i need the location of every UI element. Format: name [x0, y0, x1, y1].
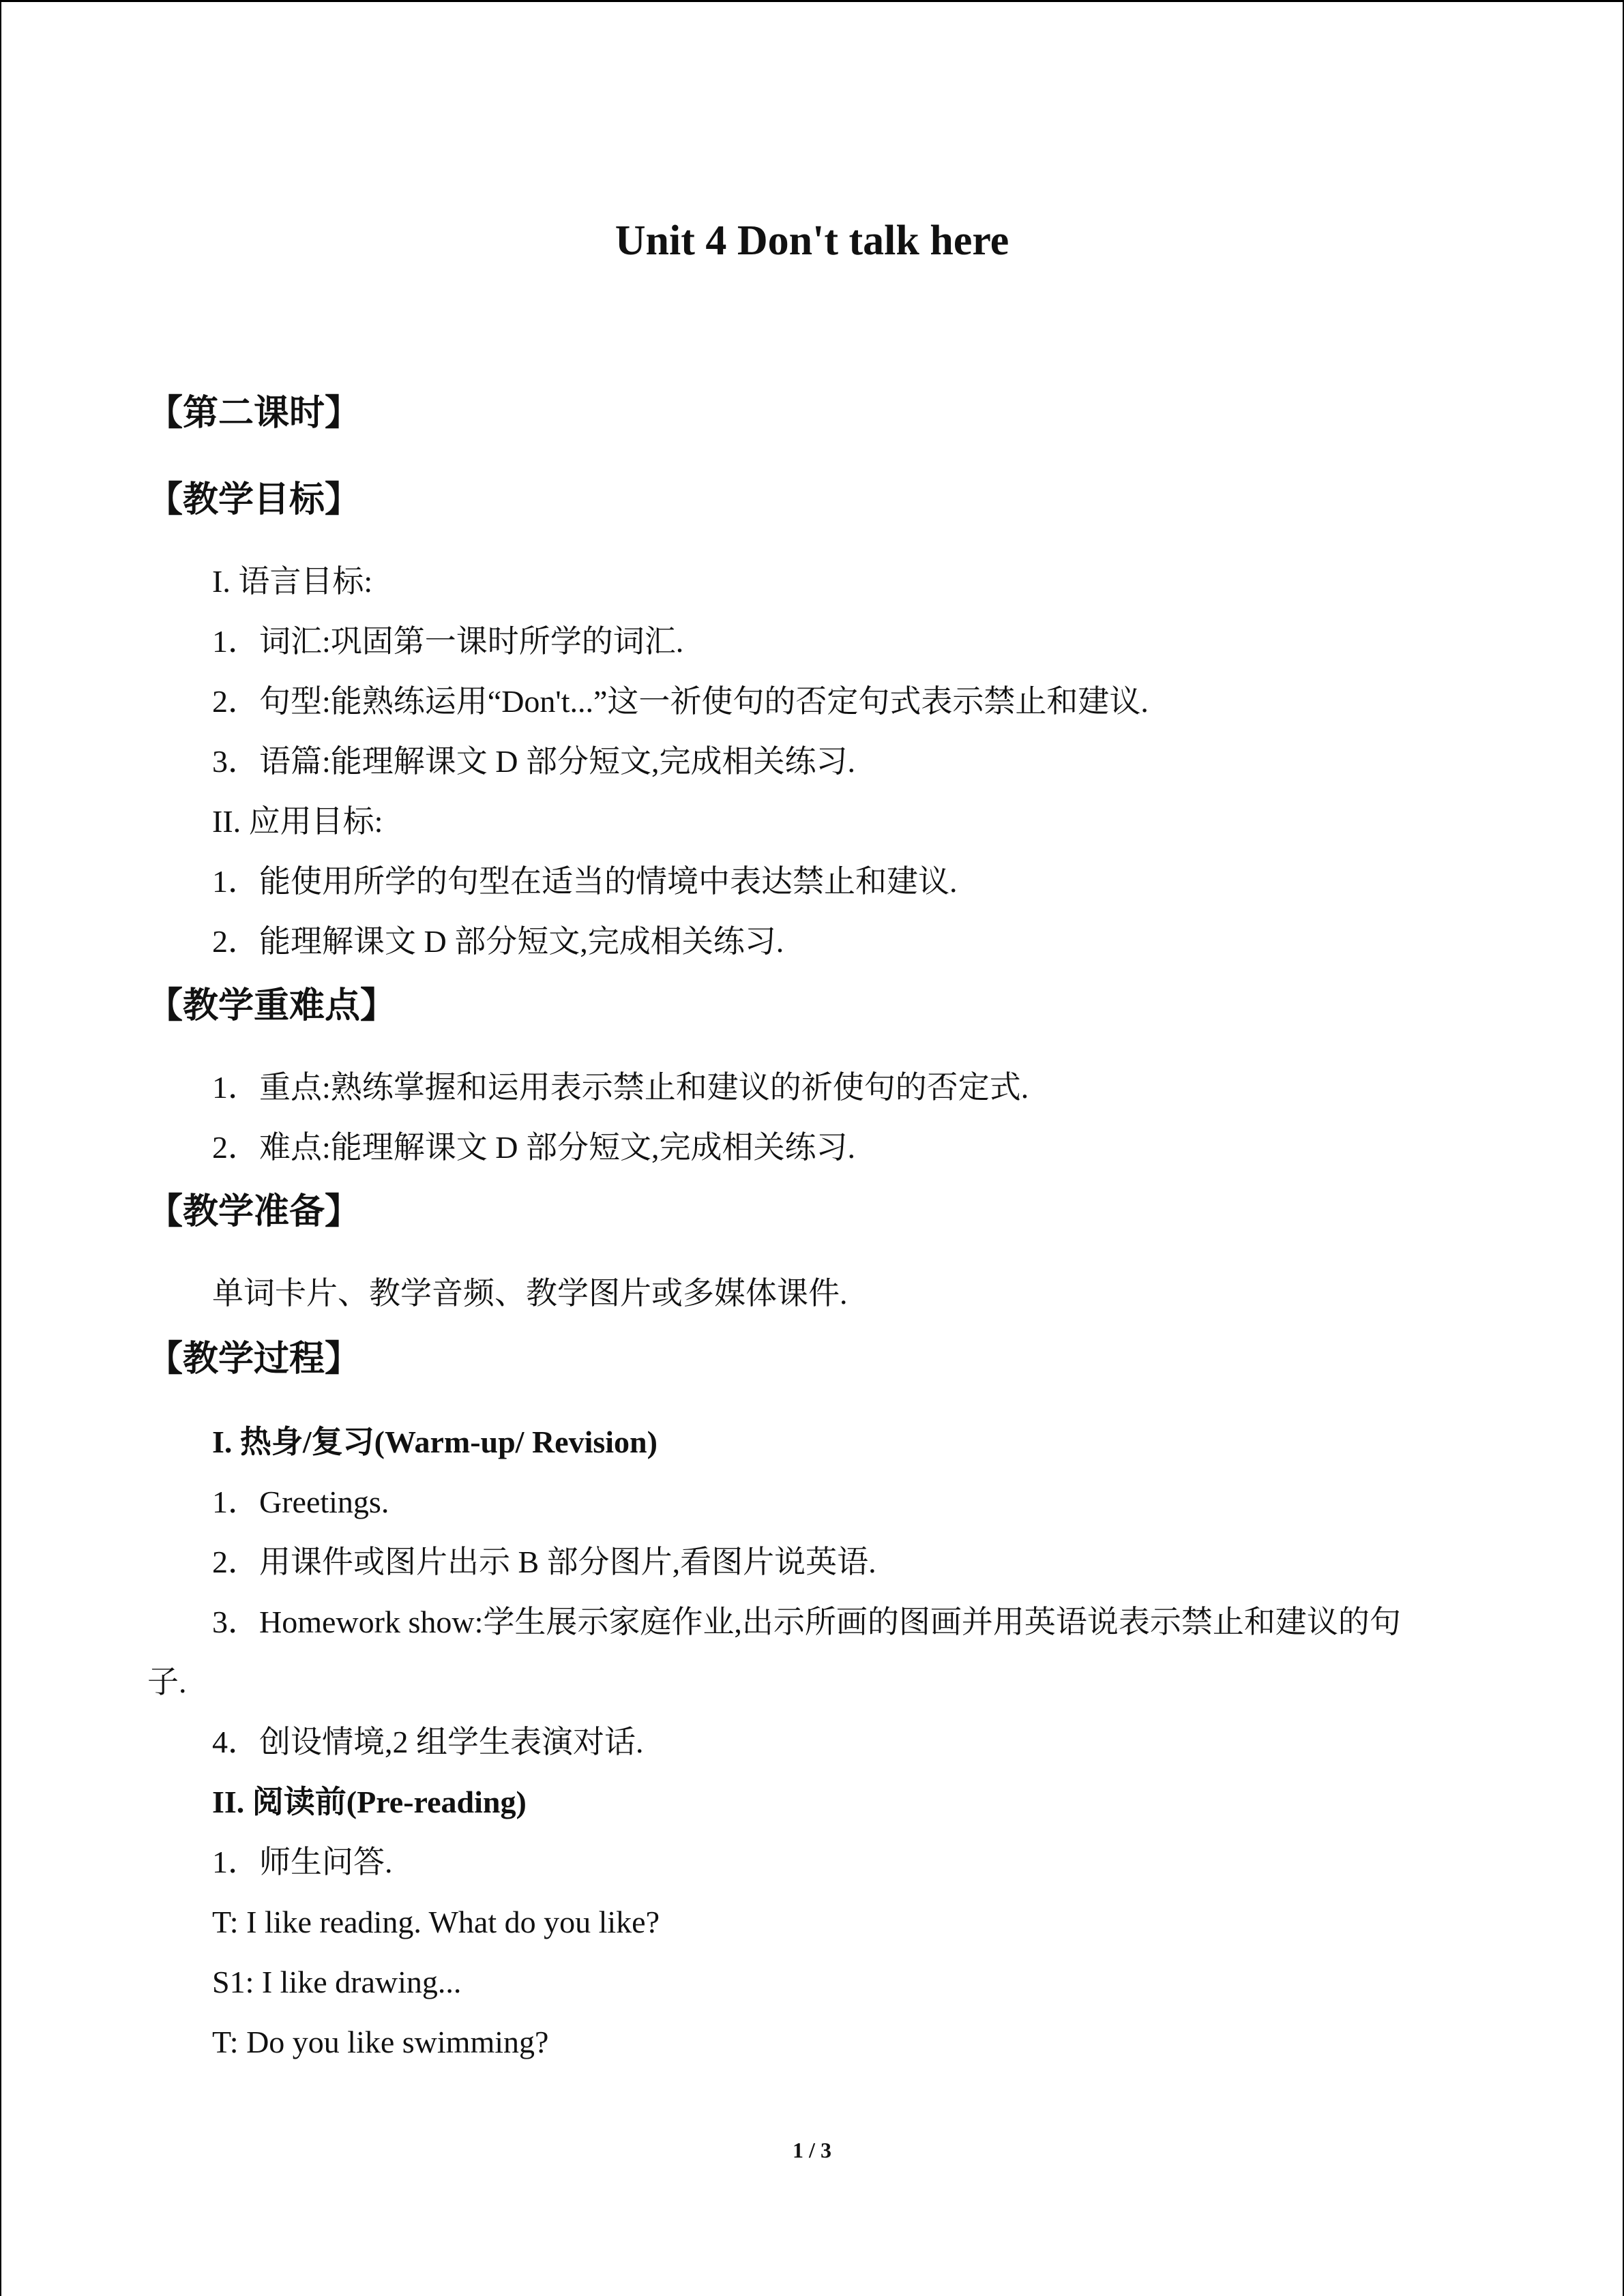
- heading-preparation: 【教学准备】: [147, 1191, 361, 1232]
- goals-application-title: II. 应用目标:: [212, 804, 383, 839]
- goals-language-item-1: 1．词汇:巩固第一课时所学的词汇.: [212, 624, 684, 659]
- heading-lesson: 【第二课时】: [147, 393, 361, 434]
- process-warmup-item-3: 3．Homework show:学生展示家庭作业,出示所画的图画并用英语说表示禁止和建议的句: [212, 1605, 1401, 1639]
- process-warmup-item-1: 1．Greetings.: [212, 1485, 389, 1519]
- process-warmup-item-3-continued: 子.: [147, 1665, 187, 1699]
- dialogue-line-1: T: I like reading. What do you like?: [212, 1905, 660, 1939]
- process-prereading-title: II. 阅读前(Pre-reading): [212, 1785, 527, 1819]
- heading-key-points: 【教学重难点】: [147, 985, 396, 1026]
- document-title: Unit 4 Don't talk here: [615, 218, 1009, 264]
- preparation-text: 单词卡片、教学音频、教学图片或多媒体课件.: [212, 1276, 848, 1311]
- goals-application-item-1: 1．能使用所学的句型在适当的情境中表达禁止和建议.: [212, 864, 958, 899]
- page-number: 1 / 3: [793, 2138, 831, 2162]
- goals-language-item-3: 3．语篇:能理解课文 D 部分短文,完成相关练习.: [212, 744, 855, 779]
- dialogue-line-2: S1: I like drawing...: [212, 1965, 462, 1999]
- goals-application-item-2: 2．能理解课文 D 部分短文,完成相关练习.: [212, 924, 784, 959]
- process-warmup-item-4: 4．创设情境,2 组学生表演对话.: [212, 1725, 644, 1759]
- key-point-1: 1．重点:熟练掌握和运用表示禁止和建议的祈使句的否定式.: [212, 1070, 1029, 1105]
- heading-goals: 【教学目标】: [147, 479, 361, 520]
- heading-process: 【教学过程】: [147, 1339, 361, 1380]
- process-warmup-item-2: 2．用课件或图片出示 B 部分图片,看图片说英语.: [212, 1545, 876, 1579]
- key-point-2: 2．难点:能理解课文 D 部分短文,完成相关练习.: [212, 1130, 855, 1165]
- process-warmup-title: I. 热身/复习(Warm-up/ Revision): [212, 1425, 658, 1459]
- goals-language-title: I. 语言目标:: [212, 564, 373, 599]
- goals-language-item-2: 2．句型:能熟练运用“Don't...”这一祈使句的否定句式表示禁止和建议.: [212, 684, 1149, 719]
- process-prereading-item-1: 1．师生问答.: [212, 1845, 393, 1879]
- dialogue-line-3: T: Do you like swimming?: [212, 2025, 549, 2059]
